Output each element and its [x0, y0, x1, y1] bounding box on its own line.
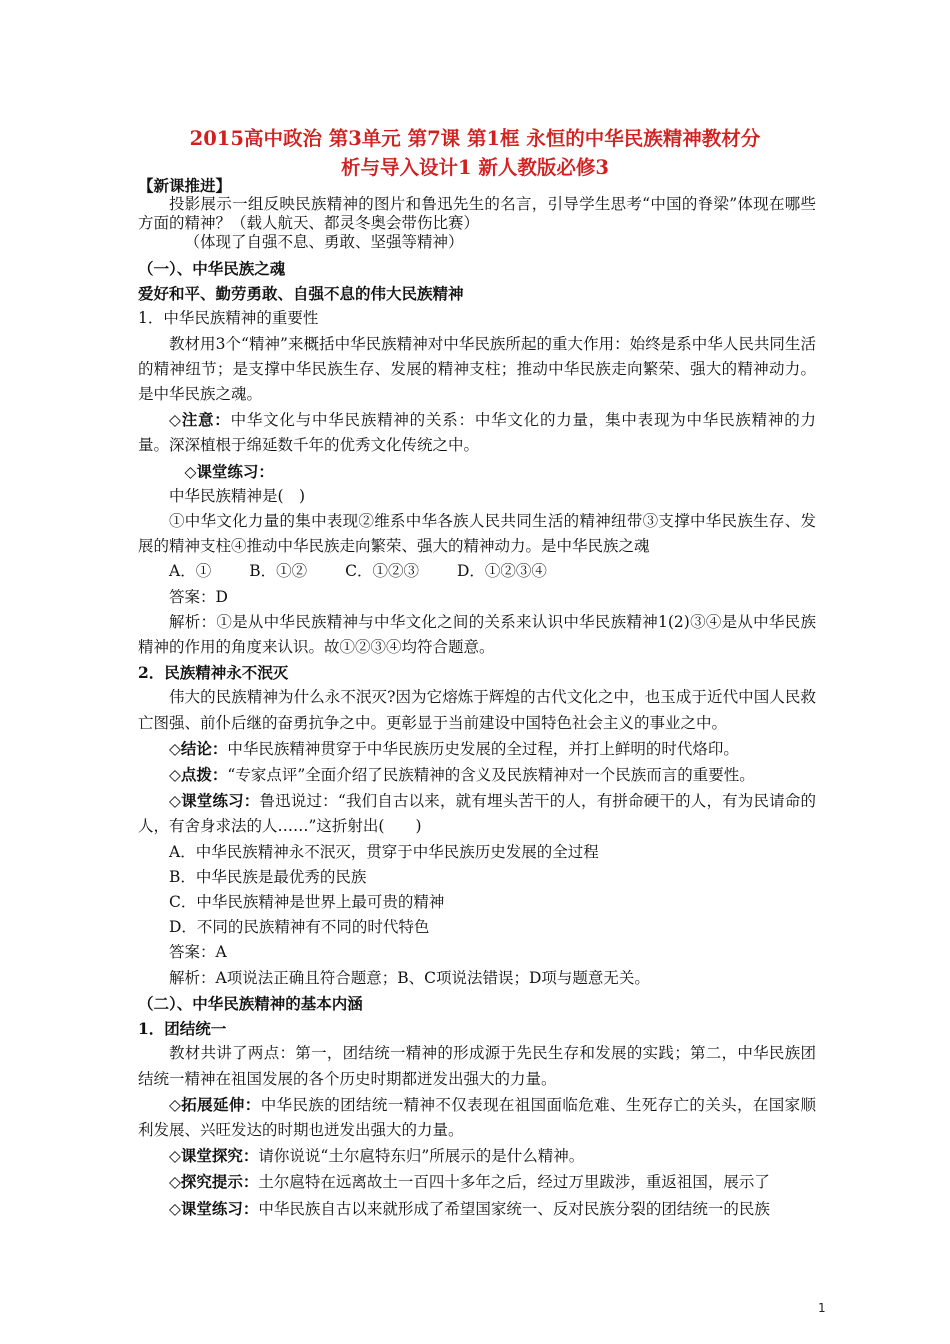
- extend-text: 中华民族的团结统一精神不仅表现在祖国面临危难、生死存亡的关头，在国家顺利发展、兴旺发达的时期也迸发出强大的力量。: [138, 1095, 816, 1139]
- section2-heading: （二）、中华民族精神的基本内涵: [138, 993, 363, 1013]
- practice2-analysis: 解析：A项说法正确且符合题意；B、C项说法错误；D项与题意无关。: [169, 968, 650, 987]
- item2-text: 伟大的民族精神为什么永不泯灭?因为它熔炼于辉煌的古代文化之中，也玉成于近代中国人民救亡图强、前仆后继的奋勇抗争之中。更彰显于当前建设中国特色社会主义的事业之中。: [138, 688, 816, 732]
- explore-tip-text: 土尔扈特在远离故土一百四十多年之后，经过万里跋涉，重返祖国，展示了: [258, 1173, 770, 1192]
- page-number: 1: [818, 1301, 826, 1315]
- item1-text: 教材用3个“精神”来概括中华民族精神对中华民族所起的重大作用：始终是系中华人民共同生活的精神纽节；是支撑中华民族生存、发展的精神支柱；推动中华民族走向繁荣、强大的精神动力。是中华民族之魂。: [138, 334, 816, 404]
- practice1-option-c: C．①②③: [345, 562, 419, 581]
- practice1-answer: 答案：D: [169, 587, 228, 606]
- practice3-label: ◇课堂练习：: [169, 1198, 259, 1218]
- practice1-label: ◇课堂练习：: [184, 461, 274, 481]
- section1-subheading: 爱好和平、勤劳勇敢、自强不息的伟大民族精神: [138, 284, 464, 304]
- note-label: ◇注意：: [169, 410, 231, 430]
- section1-heading: （一）、中华民族之魂: [138, 259, 286, 278]
- practice1-question: 中华民族精神是( ): [169, 486, 306, 505]
- practice2-text: 鲁迅说过：“我们自古以来，就有埋头苦干的人，有拼命硬干的人，有为民请命的人，有舍身求法的人……”这折射出( ): [138, 792, 816, 836]
- note-text: 中华文化与中华民族精神的关系：中华文化的力量，集中表现为中华民族精神的力量。深深植根于绵延数千年的优秀文化传统之中。: [138, 411, 816, 455]
- practice2-label: ◇课堂练习：: [169, 791, 260, 811]
- conclusion-label: ◇结论：: [169, 738, 228, 758]
- practice2-option-c: C．中华民族精神是世界上最可贵的精神: [169, 893, 445, 912]
- document-body: [138, 176, 816, 1222]
- note-paragraph: [138, 407, 816, 458]
- explore-tip-label: ◇探究提示：: [169, 1172, 259, 1192]
- tip-paragraph: [138, 762, 816, 788]
- item2-heading: 2．民族精神永不泯灭: [138, 663, 289, 683]
- tip-text: “专家点评”全面介绍了民族精神的含义及民族精神对一个民族而言的重要性。: [227, 766, 755, 785]
- item1-heading: 1．中华民族精神的重要性: [138, 309, 319, 328]
- conclusion-paragraph: [138, 736, 816, 762]
- practice1-options: [138, 559, 816, 584]
- title-line-1: 2015高中政治 第3单元 第7课 第1框 永恒的中华民族精神教材分: [189, 127, 761, 150]
- practice2-option-a: A．中华民族精神永不泯灭，贯穿于中华民族历史发展的全过程: [169, 842, 599, 861]
- explore-text: 请你说说“土尔扈特东归”所展示的是什么精神。: [258, 1147, 585, 1166]
- practice1-statements: ①中华文化力量的集中表现②维系中华各族人民共同生活的精神纽带③支撑中华民族生存、发展的精神支柱④推动中华民族走向繁荣、强大的精神动力。是中华民族之魂: [138, 512, 816, 556]
- explore-label: ◇课堂探究：: [169, 1146, 259, 1166]
- extend-label: ◇拓展延伸：: [169, 1094, 261, 1114]
- practice1-analysis: 解析：①是从中华民族精神与中华文化之间的关系来认识中华民族精神1(2)③④是从中华民族精神的作用的角度来认识。故①②③④均符合题意。: [138, 612, 816, 657]
- item3-heading: 1．团结统一: [138, 1019, 227, 1039]
- conclusion-text: 中华民族精神贯穿于中华民族历史发展的全过程，并打上鲜明的时代烙印。: [227, 739, 739, 758]
- practice2-option-d: D．不同的民族精神有不同的时代特色: [169, 918, 430, 937]
- title-line-2: 析与导入设计1 新人教版必修3: [341, 156, 609, 179]
- intro-text: 投影展示一组反映民族精神的图片和鲁迅先生的名言，引导学生思考“中国的脊梁”体现在哪些方面的精神？（载人航天、都灵冬奥会带伤比赛）: [138, 195, 816, 232]
- practice3-text: 中华民族自古以来就形成了希望国家统一、反对民族分裂的团结统一的民族: [258, 1199, 770, 1218]
- intro-heading: 【新课推进】: [138, 176, 232, 195]
- item3-text: 教材共讲了两点：第一，团结统一精神的形成源于先民生存和发展的实践；第二，中华民族团结统一精神在祖国发展的各个历史时期都迸发出强大的力量。: [138, 1044, 816, 1088]
- practice2-paragraph: [138, 788, 816, 839]
- practice3-paragraph: [138, 1196, 816, 1222]
- practice2-answer: 答案：A: [169, 943, 227, 962]
- document-title: [120, 124, 830, 182]
- explore-paragraph: [138, 1143, 816, 1169]
- practice1-option-a: A．①: [169, 562, 212, 581]
- practice2-option-b: B．中华民族是最优秀的民族: [169, 867, 367, 886]
- intro-answer: （体现了自强不息、勇敢、坚强等精神）: [184, 233, 464, 251]
- practice1-option-b: B．①②: [249, 562, 308, 581]
- tip-label: ◇点拨：: [169, 765, 228, 785]
- practice1-option-d: D．①②③④: [456, 562, 547, 581]
- extend-paragraph: [138, 1092, 816, 1143]
- explore-tip-paragraph: [138, 1169, 816, 1195]
